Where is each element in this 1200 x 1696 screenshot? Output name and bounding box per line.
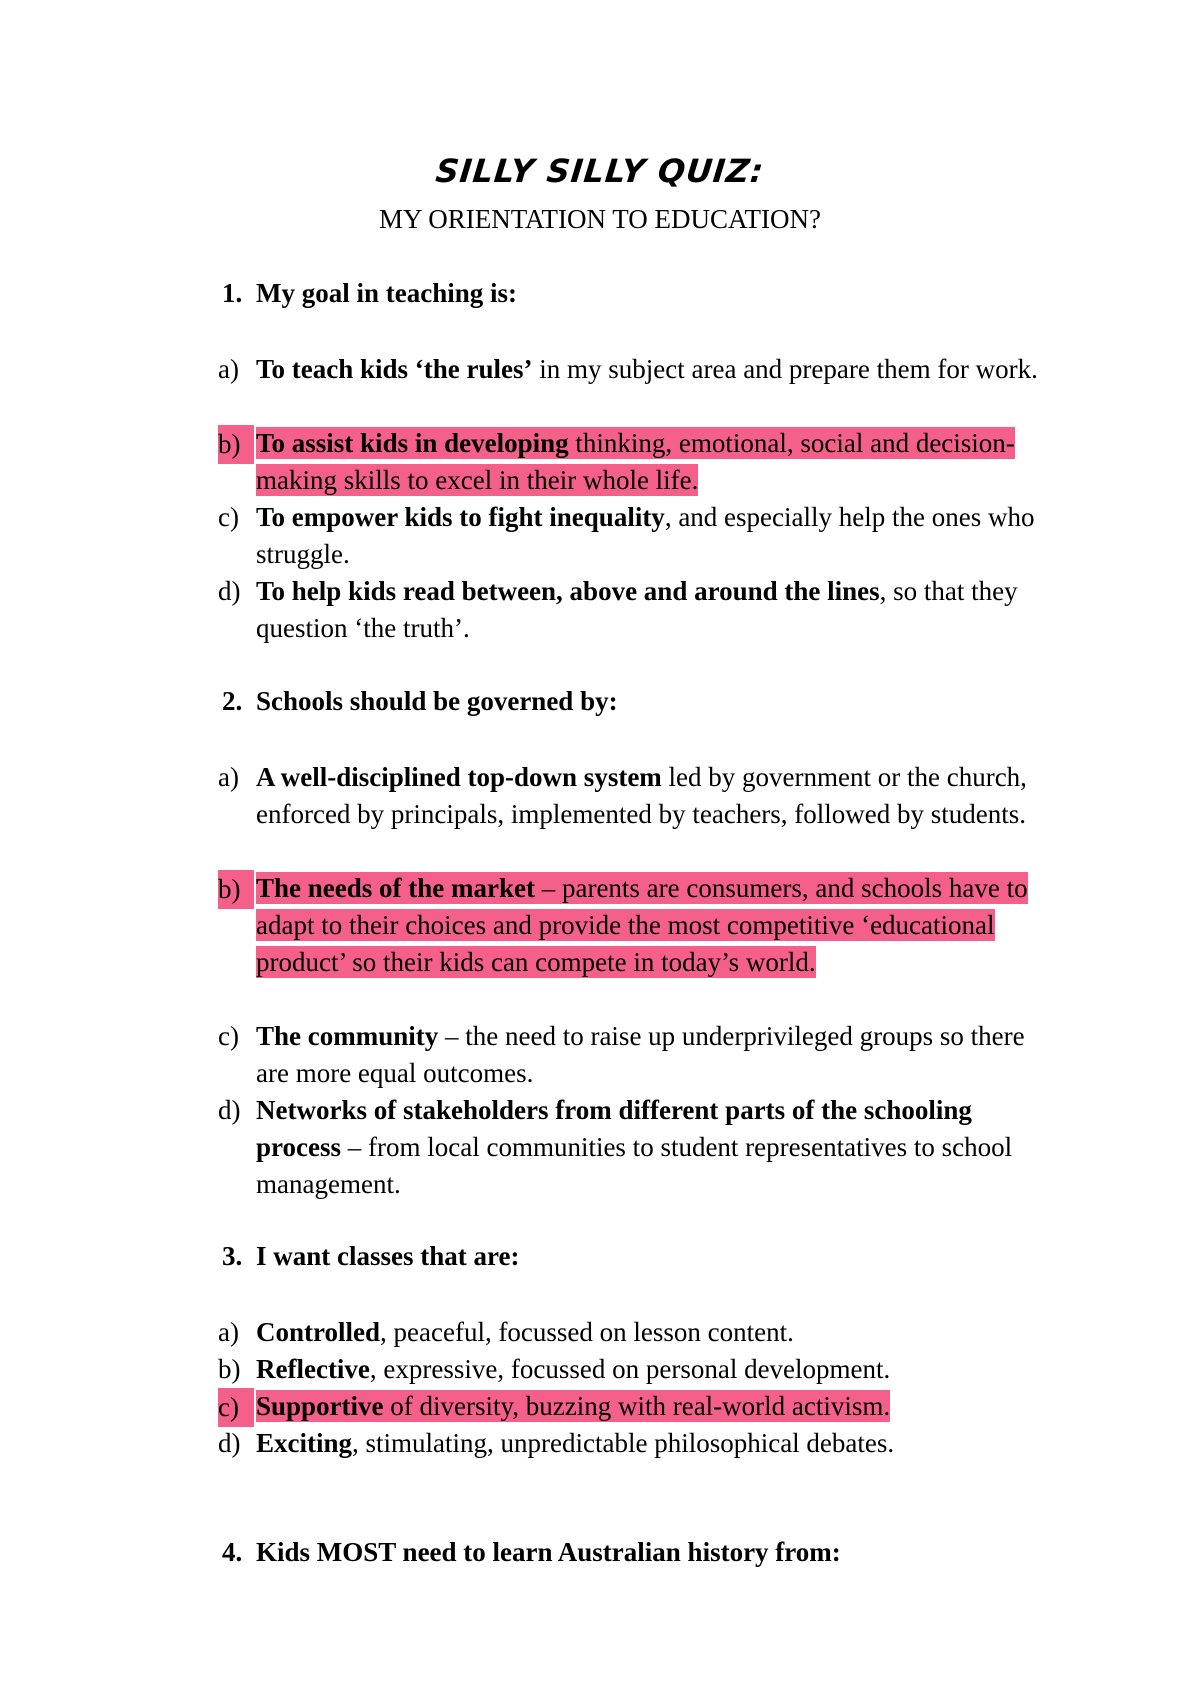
question-number: 3.: [222, 1241, 243, 1271]
option-letter: c): [218, 1021, 239, 1051]
option-rest: , so that they question ‘the truth’.: [256, 576, 1018, 643]
option-key-phrase: To empower kids to fight inequality: [256, 502, 665, 532]
question-3-option-b: [218, 1351, 1038, 1388]
option-rest: – parents are consumers, and schools have to adapt to their choices and provide the most competitive ‘educational product’ so their kids can compete in today’s world.: [256, 873, 1028, 977]
option-key-phrase: Reflective: [256, 1354, 370, 1384]
question-3-option-a: [218, 1314, 1038, 1351]
selected-highlight: [256, 427, 1015, 496]
option-rest: thinking, emotional, social and decision-making skills to excel in their whole life.: [256, 428, 1015, 495]
quiz-title: SILLY SILLY QUIZ:: [433, 152, 767, 190]
question-1-option-c: [218, 499, 1038, 573]
question-4: [222, 1537, 841, 1568]
option-rest: – from local communities to student representatives to school management.: [256, 1132, 1013, 1199]
option-key-phrase: To assist kids in developing: [256, 428, 569, 458]
option-key-phrase: Supportive: [256, 1391, 384, 1421]
question-1-option-b: [218, 425, 1038, 499]
question-text: I want classes that are:: [256, 1241, 520, 1271]
option-letter: c): [218, 502, 239, 532]
option-key-phrase: Networks of stakeholders from different parts of the schooling process: [256, 1095, 972, 1162]
option-rest: , peaceful, focussed on lesson content.: [380, 1317, 794, 1347]
selected-highlight: [256, 872, 1028, 978]
option-letter: b): [218, 425, 254, 464]
question-3-option-d: [218, 1425, 1038, 1462]
question-text: My goal in teaching is:: [256, 278, 517, 308]
option-letter: a): [218, 762, 239, 792]
question-2-option-a: [218, 759, 1038, 833]
question-3: [222, 1241, 519, 1272]
question-2: [222, 686, 618, 717]
option-rest: , expressive, focussed on personal development.: [369, 1354, 891, 1384]
selected-highlight: [256, 1390, 890, 1422]
option-key-phrase: Controlled: [256, 1317, 381, 1347]
question-1: [222, 278, 517, 309]
option-letter: c): [218, 1388, 254, 1427]
option-letter: d): [218, 1428, 241, 1458]
option-letter: a): [218, 1317, 239, 1347]
option-rest: , stimulating, unpredictable philosophical debates.: [352, 1428, 895, 1458]
option-key-phrase: To teach kids ‘the rules’: [256, 354, 533, 384]
option-letter: b): [218, 870, 254, 909]
option-rest: – the need to raise up underprivileged groups so there are more equal outcomes.: [256, 1021, 1025, 1088]
question-3-option-c: [218, 1388, 1038, 1425]
option-key-phrase: The community: [256, 1021, 439, 1051]
option-letter: d): [218, 576, 241, 606]
question-2-option-b: [218, 870, 1038, 981]
question-text: Schools should be governed by:: [256, 686, 618, 716]
option-key-phrase: Exciting: [256, 1428, 353, 1458]
option-letter: a): [218, 354, 239, 384]
quiz-subtitle: MY ORIENTATION TO EDUCATION?: [378, 204, 822, 234]
question-1-option-d: [218, 573, 1038, 647]
option-key-phrase: A well-disciplined top-down system: [256, 762, 662, 792]
option-key-phrase: The needs of the market: [256, 873, 535, 903]
question-number: 1.: [222, 278, 243, 308]
question-text: Kids MOST need to learn Australian history from:: [256, 1537, 841, 1567]
option-letter: b): [218, 1354, 241, 1384]
question-1-option-a: [218, 351, 1038, 388]
question-number: 2.: [222, 686, 243, 716]
question-number: 4.: [222, 1537, 243, 1567]
option-rest: of diversity, buzzing with real-world activism.: [383, 1391, 891, 1421]
question-2-option-d: [218, 1092, 1038, 1203]
option-letter: d): [218, 1095, 241, 1125]
question-2-option-c: [218, 1018, 1038, 1092]
option-rest: led by government or the church, enforced by principals, implemented by teachers, followed by students.: [256, 762, 1027, 829]
option-rest: , and especially help the ones who struggle.: [256, 502, 1035, 569]
option-key-phrase: To help kids read between, above and around the lines: [256, 576, 880, 606]
option-rest: in my subject area and prepare them for work.: [532, 354, 1038, 384]
